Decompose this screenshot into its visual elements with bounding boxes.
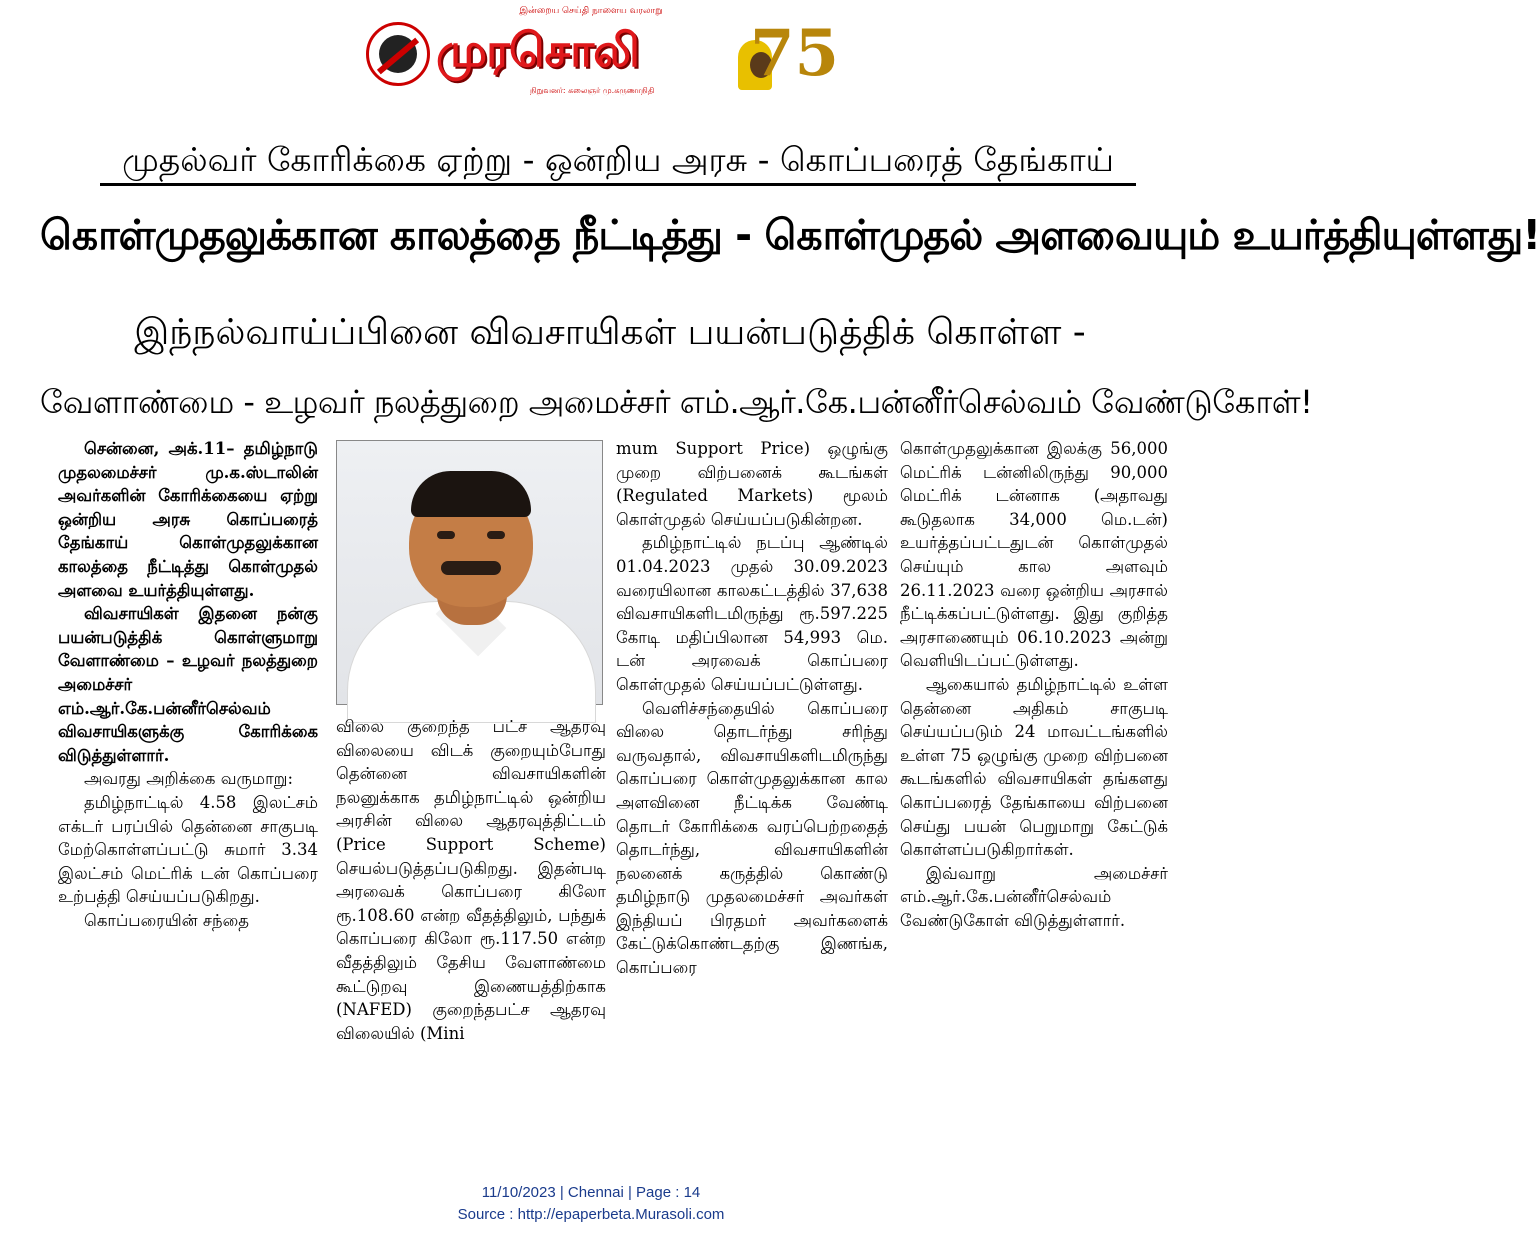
article-subheading-2: வேளாண்மை - உழவர் நலத்துறை அமைச்சர் எம்.ஆர்.கே.பன்னீர்செல்வம் வேண்டுகோள்! xyxy=(40,383,1313,421)
logo-subtitle: நிறுவனர்: கலைஞர் மு.கருணாநிதி xyxy=(530,86,655,95)
body-paragraph: வெளிச்சந்தையில் கொப்பரை விலை தொடர்ந்து சரிந்து வருவதால், விவசாயிகளிடமிருந்து கொப்பரை கொள்முதலுக்கான கால அளவினை நீட்டிக்க வேண்டி தொடர் கோரிக்கை வரப்பெற்றதைத் தொடர்ந்து, விவசாயிகளின் நலனைக் கருத்தில் கொண்டு தமிழ்நாடு முதலமைச்சர் அவர்கள் இந்தியப் பிரதமர் அவர்களைக் கேட்டுக்கொண்டதற்கு இணங்க, கொப்பரை xyxy=(616,698,888,978)
minister-photo xyxy=(336,440,603,705)
body-paragraph: கொள்முதலுக்கான இலக்கு 56,000 மெட்ரிக் டன்னிலிருந்து 90,000 மெட்ரிக் டன்னாக (அதாவது கூடுதலாக 34,000 மெ.டன்) உயர்த்தப்பட்டதுடன் கொள்முதல் செய்யும் கால அளவும் 26.11.2023 வரை ஒன்றிய அரசால் நீட்டிக்கப்பட்டுள்ளது. இது குறித்த அரசாணையும் 06.10.2023 அன்று வெளியிடப்பட்டுள்ளது. xyxy=(900,439,1168,671)
newspaper-logo: முரசொலி xyxy=(436,23,639,77)
body-paragraph: அவரது அறிக்கை வருமாறு: xyxy=(84,769,294,789)
body-paragraph: mum Support Price) ஒழுங்கு முறை விற்பனைக் கூடங்கள் (Regulated Markets) மூலம் கொள்முதல் செய்யப்படுகின்றன. xyxy=(616,439,888,529)
lead-paragraph: சென்னை, அக்.11– தமிழ்நாடு முதலமைச்சர் மு.க.ஸ்டாலின் அவர்களின் கோரிக்கையை ஏற்று ஒன்றிய அரசு கொப்பரைத் தேங்காய் கொள்முதலுக்கான காலத்தை நீட்டித்து கொள்முதல் அளவை உயர்த்தியுள்ளது. xyxy=(58,439,318,600)
anniversary-number: 75 xyxy=(750,16,840,91)
article-column-4 xyxy=(900,437,1168,932)
seal-icon xyxy=(366,22,430,86)
body-paragraph: இவ்வாறு அமைச்சர் எம்.ஆர்.கே.பன்னீர்செல்வம் வேண்டுகோள் விடுத்துள்ளார். xyxy=(900,863,1168,930)
masthead xyxy=(0,6,1182,96)
body-paragraph: தமிழ்நாட்டில் நடப்பு ஆண்டில் 01.04.2023 முதல் 30.09.2023 வரையிலான காலகட்டத்தில் 37,638 விவசாயிகளிடமிருந்து ரூ.597.225 கோடி மதிப்பிலான 54,993 மெ. டன் அரவைக் கொப்பரை கொள்முதல் செய்யப்பட்டுள்ளது. xyxy=(616,533,888,694)
article-column-1 xyxy=(58,437,318,932)
anniversary-icon xyxy=(732,14,840,94)
masthead-tagline: இன்றைய செய்தி நாளைய வரலாறு xyxy=(519,6,663,16)
body-paragraph: விலை குறைந்த பட்ச ஆதரவு விலையை விடக் குறையும்போது தென்னை விவசாயிகளின் நலனுக்காக தமிழ்நாட்டில் ஒன்றிய அரசின் விலை ஆதரவுத்திட்டம் (Price Support Scheme) செயல்படுத்தப்படுகிறது. இதன்படி அரவைக் கொப்பரை கிலோ ரூ.108.60 என்ற வீதத்திலும், பந்துக் கொப்பரை கிலோ ரூ.117.50 என்ற வீதத்திலும் தேசிய வேளாண்மை கூட்டுறவு இணையத்திற்காக (NAFED) குறைந்தபட்ச ஆதரவு விலையில் (Mini xyxy=(336,717,606,1043)
page-footer xyxy=(0,1182,1182,1226)
footer-source-link[interactable]: Source : http://epaperbeta.Murasoli.com xyxy=(457,1206,725,1223)
article-headline: கொள்முதலுக்கான காலத்தை நீட்டித்து - கொள்முதல் அளவையும் உயர்த்தியுள்ளது! xyxy=(40,211,1540,259)
body-paragraph: தமிழ்நாட்டில் 4.58 இலட்சம் எக்டர் பரப்பில் தென்னை சாகுபடி மேற்கொள்ளப்பட்டு சுமார் 3.34 இலட்சம் மெட்ரிக் டன் கொப்பரை உற்பத்தி செய்யப்படுகிறது. xyxy=(58,792,318,907)
article-column-2 xyxy=(336,715,606,1045)
article-kicker: முதல்வர் கோரிக்கை ஏற்று - ஒன்றிய அரசு - கொப்பரைத் தேங்காய் xyxy=(122,140,1114,179)
body-paragraph: ஆகையால் தமிழ்நாட்டில் உள்ள தென்னை அதிகம் சாகுபடி செய்யப்படும் 24 மாவட்டங்களில் உள்ள 75 ஒழுங்கு முறை விற்பனை கூடங்களில் விவசாயிகள் தங்களது கொப்பரைத் தேங்காயை விற்பனை செய்து பயன் பெறுமாறு கேட்டுக் கொள்ளப்படுகிறார்கள். xyxy=(900,674,1168,860)
article-subheading-1: இந்நல்வாய்ப்பினை விவசாயிகள் பயன்படுத்திக் கொள்ள - xyxy=(134,312,1086,353)
article-column-3 xyxy=(616,437,888,980)
body-paragraph: விவசாயிகள் இதனை நன்கு பயன்படுத்திக் கொள்ளுமாறு வேளாண்மை – உழவர் நலத்துறை அமைச்சர் எம்.ஆர்.கே.பன்னீர்செல்வம் விவசாயிகளுக்கு கோரிக்கை விடுத்துள்ளார். xyxy=(58,604,318,765)
body-paragraph: கொப்பரையின் சந்தை xyxy=(84,910,249,930)
footer-date-page: 11/10/2023 | Chennai | Page : 14 xyxy=(481,1184,701,1201)
kicker-divider xyxy=(100,183,1136,186)
